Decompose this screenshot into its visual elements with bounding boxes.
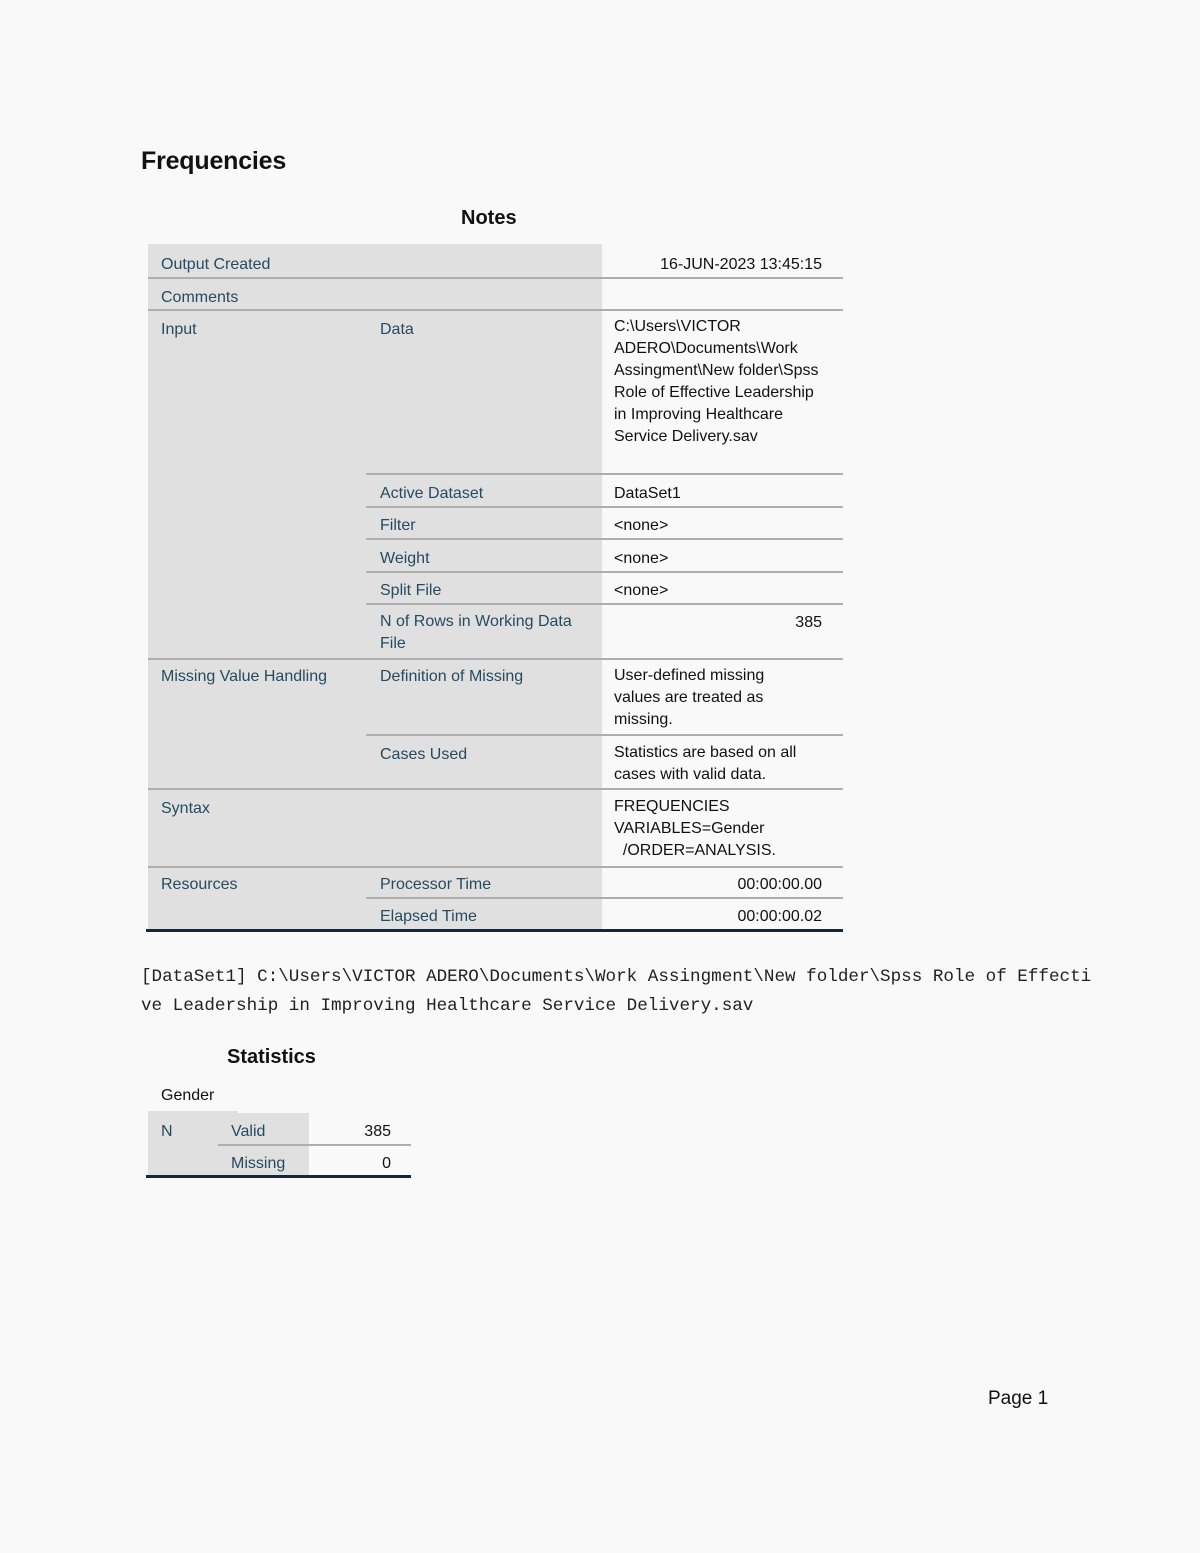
weight-label: Weight — [380, 550, 430, 567]
data-path-value: C:\Users\VICTOR ADERO\Documents\Work Assingment\New folder\Spss Role of Effective Leadership in Improving Healthcare Service Delivery.sav — [614, 318, 819, 445]
notes-label-shade — [148, 244, 602, 930]
weight-value: <none> — [614, 550, 669, 567]
n-rows-value: 385 — [795, 614, 822, 631]
resources-label: Resources — [161, 876, 238, 893]
page-heading: Frequencies — [141, 147, 287, 175]
active-dataset-value: DataSet1 — [614, 485, 681, 502]
elapsed-time-label: Elapsed Time — [380, 908, 477, 925]
row-divider — [148, 277, 843, 279]
valid-label: Valid — [231, 1123, 266, 1140]
n-rows-label: N of Rows in Working Data File — [380, 613, 572, 652]
cases-used-value: Statistics are based on all cases with valid data. — [614, 744, 797, 783]
input-label: Input — [161, 321, 197, 338]
cases-used-label: Cases Used — [380, 746, 468, 763]
definition-missing-value: User-defined missing values are treated as missing. — [614, 667, 765, 728]
n-label: N — [161, 1123, 173, 1140]
row-divider — [366, 603, 843, 605]
row-divider — [218, 1144, 411, 1146]
split-file-value: <none> — [614, 582, 669, 599]
row-divider — [148, 866, 843, 868]
processor-time-value: 00:00:00.00 — [737, 876, 822, 893]
notes-title: Notes — [461, 207, 517, 229]
row-divider — [366, 897, 843, 899]
statistics-variable-label: Gender — [161, 1087, 215, 1104]
dataset-log-line: [DataSet1] C:\Users\VICTOR ADERO\Documents\Work Assingment\New folder\Spss Role of Effective Leadership in Improving Healthcare Service Delivery.sav — [141, 967, 1092, 1016]
page-number: Page 1 — [988, 1388, 1049, 1409]
active-dataset-label: Active Dataset — [380, 485, 484, 502]
row-divider — [366, 538, 843, 540]
row-divider — [366, 473, 843, 475]
missing-handling-label: Missing Value Handling — [161, 668, 328, 685]
row-divider — [148, 309, 843, 311]
row-divider — [148, 658, 843, 660]
elapsed-time-value: 00:00:00.02 — [737, 908, 822, 925]
split-file-label: Split File — [380, 582, 442, 599]
data-label: Data — [380, 321, 414, 338]
definition-missing-label: Definition of Missing — [380, 668, 524, 685]
row-divider — [148, 788, 843, 790]
statistics-title: Statistics — [227, 1046, 316, 1068]
comments-label: Comments — [161, 289, 239, 306]
filter-value: <none> — [614, 517, 669, 534]
valid-value: 385 — [364, 1123, 391, 1140]
filter-label: Filter — [380, 517, 416, 534]
missing-value: 0 — [382, 1155, 391, 1172]
statistics-shade-top — [148, 1111, 238, 1113]
table-bottom-rule — [146, 1175, 411, 1178]
syntax-value: FREQUENCIES VARIABLES=Gender /ORDER=ANALYSIS. — [614, 798, 776, 859]
syntax-label: Syntax — [161, 800, 210, 817]
processor-time-label: Processor Time — [380, 876, 492, 893]
row-divider — [366, 734, 843, 736]
missing-label: Missing — [231, 1155, 286, 1172]
row-divider — [366, 571, 843, 573]
output-created-label: Output Created — [161, 256, 271, 273]
output-created-value: 16-JUN-2023 13:45:15 — [660, 256, 822, 273]
row-divider — [366, 506, 843, 508]
table-bottom-rule — [146, 929, 843, 932]
